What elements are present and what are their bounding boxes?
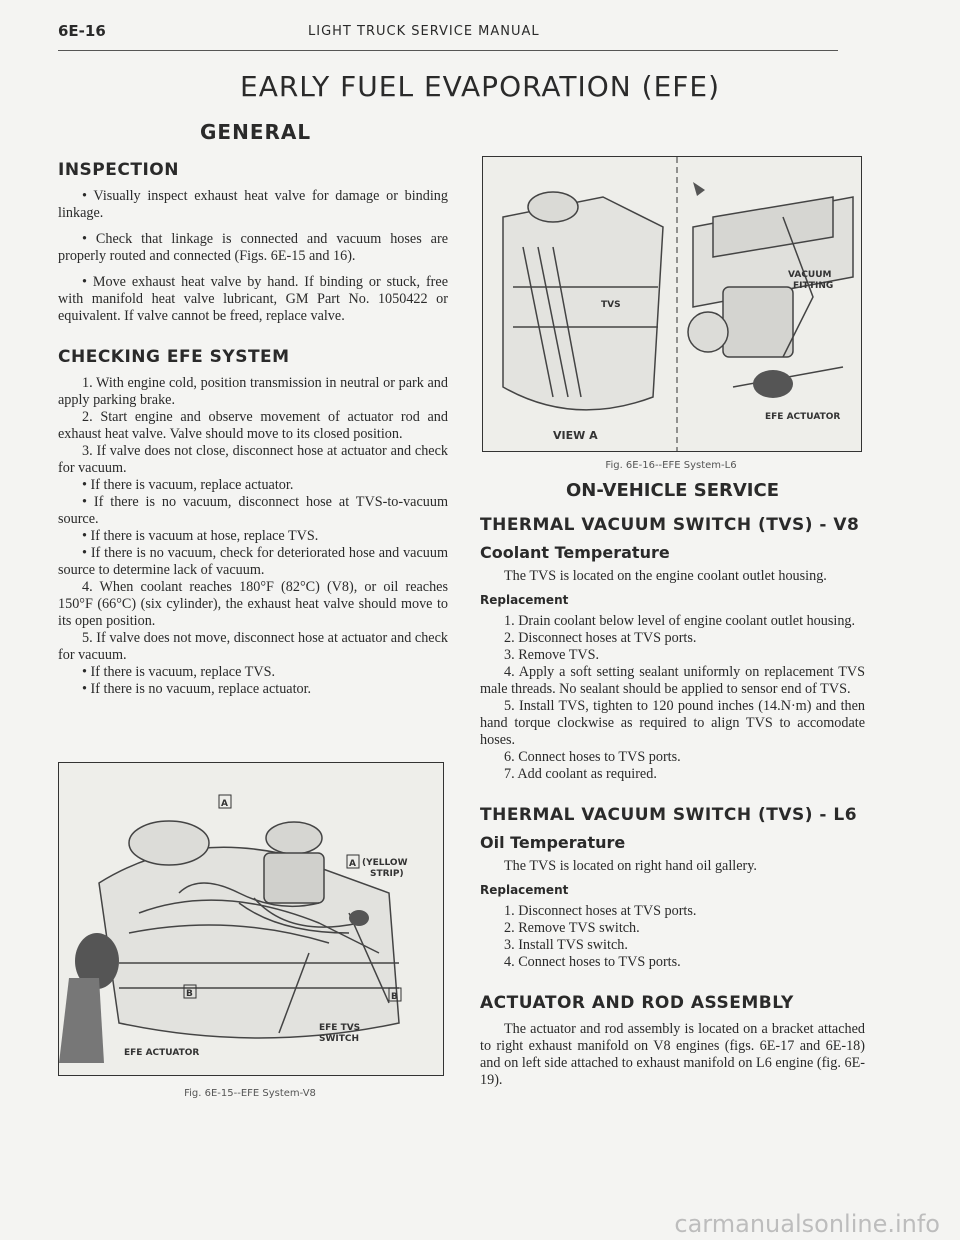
checking-bullet: • If there is no vacuum, replace actuator. [82,681,312,697]
l6-engine-illustration [483,157,861,451]
label-efe-tvs: EFE TVS [319,1023,361,1033]
callout-a-right: A [349,859,356,869]
tvs-l6-step: 2. Remove TVS switch. [504,920,640,936]
checking-bullet: • If there is no vacuum, disconnect hose at TVS-to-vacuum source. [58,494,448,527]
page-number: 6E-16 [58,22,106,40]
coolant-temp-subheading: Coolant Temperature [480,543,670,562]
inspection-bullet: • Move exhaust heat valve by hand. If binding or stuck, free with manifold heat valve lubricant, GM Part No. 1050422 or equivalent. If valve cannot be freed, replace valve. [58,274,448,324]
watermark: carmanualsonline.info [674,1210,940,1238]
running-title: LIGHT TRUCK SERVICE MANUAL [308,24,540,39]
tvs-v8-step: 7. Add coolant as required. [504,766,657,782]
tvs-l6-step: 4. Connect hoses to TVS ports. [504,954,681,970]
label-strip: STRIP) [370,869,404,879]
checking-step: 4. When coolant reaches 180°F (82°C) (V8), or oil reaches 150°F (66°C) (six cylinder), the exhaust heat valve should move to its open position. [58,579,448,629]
figure-6e-16-caption: Fig. 6E-16--EFE System-L6 [605,460,737,471]
checking-heading: CHECKING EFE SYSTEM [58,347,290,367]
tvs-v8-step: 2. Disconnect hoses at TVS ports. [504,630,697,646]
left-column [58,160,448,698]
tvs-l6-step: 3. Install TVS switch. [504,937,628,953]
general-heading: GENERAL [200,120,312,144]
label-efe-actuator: EFE ACTUATOR [765,412,841,422]
label-yellow: (YELLOW [362,858,408,868]
callout-b-left: B [186,989,193,999]
checking-bullet: • If there is vacuum, replace actuator. [82,477,294,493]
replacement-heading: Replacement [480,593,569,607]
checking-step: 1. With engine cold, position transmission in neutral or park and apply parking brake. [58,375,448,408]
callout-a-top: A [221,799,228,809]
page-header [58,22,838,51]
checking-step: 5. If valve does not move, disconnect hose at actuator and check for vacuum. [58,630,448,663]
callout-b-right: B [391,992,398,1002]
tvs-v8-step: 3. Remove TVS. [504,647,600,663]
checking-step: 2. Start engine and observe movement of actuator rod and exhaust heat valve. Valve should move to its closed position. [58,409,448,442]
label-tvs: TVS [601,300,621,310]
actuator-heading: ACTUATOR AND ROD ASSEMBLY [480,993,794,1013]
checking-bullet: • If there is vacuum, replace TVS. [82,664,276,680]
inspection-heading: INSPECTION [58,160,179,180]
tvs-v8-step: 5. Install TVS, tighten to 120 pound inches (14.N·m) and then hand torque clockwise as required to align TVS to accomodate hoses. [480,698,865,748]
replacement-heading: Replacement [480,883,569,897]
inspection-bullet: • Check that linkage is connected and vacuum hoses are properly routed and connected (Figs. 6E-15 and 16). [58,231,448,264]
on-vehicle-heading: ON-VEHICLE SERVICE [565,480,779,501]
tvs-v8-intro: The TVS is located on the engine coolant outlet housing. [504,568,827,584]
checking-step: 3. If valve does not close, disconnect hose at actuator and check for vacuum. [58,443,448,476]
tvs-l6-heading: THERMAL VACUUM SWITCH (TVS) - L6 [480,805,858,825]
label-switch: SWITCH [319,1034,360,1044]
checking-bullet: • If there is no vacuum, check for deteriorated hose and vacuum source to determine lack of vacuum. [58,545,449,578]
label-vacuum: VACUUM [788,270,832,280]
label-efe-actuator: EFE ACTUATOR [124,1048,200,1058]
v8-engine-illustration [59,763,443,1075]
tvs-l6-intro: The TVS is located on right hand oil gallery. [504,858,757,874]
tvs-v8-step: 6. Connect hoses to TVS ports. [504,749,681,765]
oil-temp-subheading: Oil Temperature [480,833,626,852]
label-view-a: VIEW A [553,429,598,442]
figure-6e-15 [58,762,444,1076]
actuator-text: The actuator and rod assembly is located on a bracket attached to right exhaust manifold on V8 engines (figs. 6E-17 and 6E-18) and on left side attached to exhaust manifold on L6 engine (fig. 6E-19). [480,1021,865,1088]
label-fitting: FITTING [793,281,834,291]
tvs-v8-step: 1. Drain coolant below level of engine coolant outlet housing. [504,613,856,629]
figure-6e-16 [482,156,862,452]
tvs-v8-step: 4. Apply a soft setting sealant uniformly on replacement TVS male threads. No sealant should be applied to sensor end of TVS. [480,664,865,697]
tvs-l6-step: 1. Disconnect hoses at TVS ports. [504,903,697,919]
checking-bullet: • If there is vacuum at hose, replace TVS. [82,528,319,544]
right-column [480,480,865,1089]
page-title: EARLY FUEL EVAPORATION (EFE) [240,70,720,103]
figure-6e-15-caption: Fig. 6E-15--EFE System-V8 [184,1088,316,1099]
inspection-bullet: • Visually inspect exhaust heat valve for damage or binding linkage. [58,188,448,221]
tvs-v8-heading: THERMAL VACUUM SWITCH (TVS) - V8 [480,515,860,535]
